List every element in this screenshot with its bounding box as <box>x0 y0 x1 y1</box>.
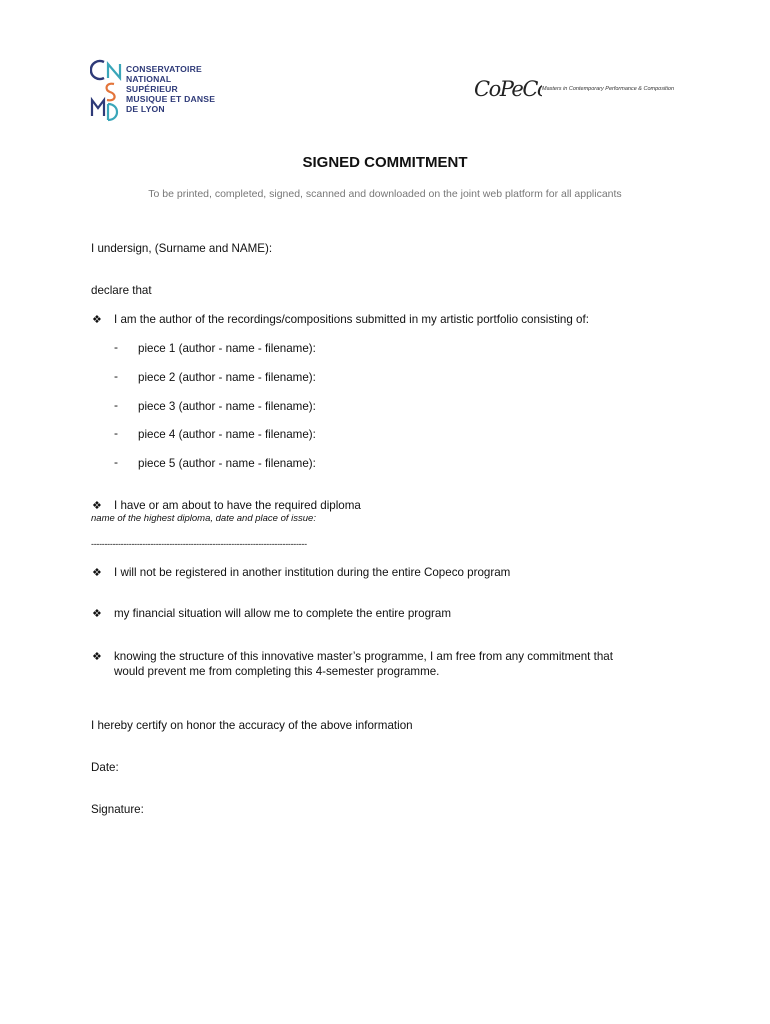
cnsmd-line-3: SUPÉRIEUR <box>126 84 178 94</box>
copeco-tagline: Masters in Contemporary Performance & Composition <box>542 86 675 92</box>
undersign-line: I undersign, (Surname and NAME): <box>91 242 273 255</box>
cnsmd-monogram-icon <box>90 58 126 122</box>
cnsmd-line-2: NATIONAL <box>126 74 172 84</box>
dash-icon: - <box>114 426 118 440</box>
dash-icon: - <box>114 398 118 412</box>
dash-icon: - <box>114 369 118 383</box>
cnsmd-logo <box>90 58 230 122</box>
cnsmd-line-1: CONSERVATOIRE <box>126 64 202 74</box>
diploma-note: name of the highest diploma, date and place of issue: <box>91 513 316 524</box>
piece-2-field: piece 2 (author - name - filename): <box>138 371 316 384</box>
dash-icon: - <box>114 340 118 354</box>
bullet-icon: ❖ <box>92 651 102 663</box>
copeco-logo <box>472 74 682 104</box>
signature-label: Signature: <box>91 803 144 816</box>
piece-3-field: piece 3 (author - name - filename): <box>138 400 316 413</box>
copeco-wordmark-icon <box>472 74 542 104</box>
commitment-statement-line-2: would prevent me from completing this 4-semester programme. <box>114 665 440 678</box>
document-title: SIGNED COMMITMENT <box>302 154 468 171</box>
cnsmd-name <box>126 64 215 114</box>
bullet-icon: ❖ <box>92 500 102 512</box>
copeco-wordmark-text: CoPeCo <box>474 77 542 101</box>
commitment-statement-line-1: knowing the structure of this innovative master’s programme, I am free from any commitment that <box>114 650 613 663</box>
bullet-icon: ❖ <box>92 314 102 326</box>
bullet-icon: ❖ <box>92 567 102 579</box>
dash-icon: - <box>114 455 118 469</box>
declare-line: declare that <box>91 284 152 297</box>
diploma-statement: I have or am about to have the required diploma <box>114 499 361 512</box>
financial-statement: my financial situation will allow me to complete the entire program <box>114 607 452 620</box>
cnsmd-line-4: MUSIQUE ET DANSE <box>126 94 216 104</box>
diploma-fill-line: -------------------------------------------------------------------------------- <box>91 539 307 549</box>
piece-5-field: piece 5 (author - name - filename): <box>138 457 316 470</box>
document-subtitle: To be printed, completed, signed, scanned and downloaded on the joint web platform for all applicants <box>148 188 622 200</box>
piece-1-field: piece 1 (author - name - filename): <box>138 342 316 355</box>
cnsmd-line-5: DE LYON <box>126 104 165 114</box>
author-statement: I am the author of the recordings/compositions submitted in my artistic portfolio consisting of: <box>114 313 589 326</box>
registration-statement: I will not be registered in another institution during the entire Copeco program <box>114 566 511 579</box>
certify-line: I hereby certify on honor the accuracy of the above information <box>91 719 413 732</box>
date-label: Date: <box>91 761 119 774</box>
bullet-icon: ❖ <box>92 608 102 620</box>
piece-4-field: piece 4 (author - name - filename): <box>138 428 316 441</box>
